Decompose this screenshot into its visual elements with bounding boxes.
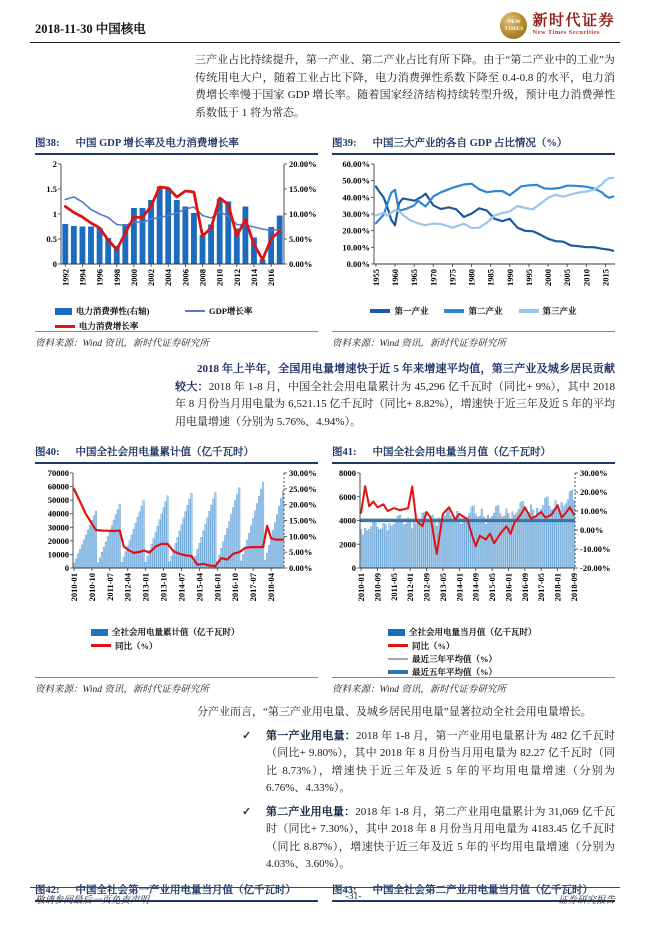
svg-text:25.00%: 25.00%	[289, 484, 317, 495]
figure-40-title: 图40: 中国全社会用电量累计值（亿千瓦时）	[35, 444, 318, 464]
svg-text:2016-01: 2016-01	[503, 573, 514, 602]
svg-text:2015: 2015	[600, 269, 611, 286]
svg-text:0: 0	[52, 259, 57, 269]
svg-text:1985: 1985	[485, 269, 496, 286]
legend-label: 全社会用电量当月值（亿千瓦时）	[409, 627, 537, 638]
svg-text:20.00%: 20.00%	[289, 500, 317, 511]
figure-39	[332, 135, 615, 349]
svg-text:30000: 30000	[47, 522, 69, 533]
check-icon: ✓	[242, 805, 252, 818]
figure-38-legend	[55, 306, 298, 331]
legend-label: 同比（%）	[115, 640, 158, 651]
svg-text:20.00%: 20.00%	[289, 159, 317, 169]
svg-text:2013-10: 2013-10	[158, 573, 169, 602]
svg-text:70000: 70000	[47, 468, 69, 479]
legend-label: 第一产业	[394, 306, 429, 316]
legend-swatch-icon	[55, 308, 72, 315]
svg-text:1: 1	[52, 209, 57, 219]
svg-text:10.00%: 10.00%	[289, 531, 317, 542]
figure-row-1	[30, 135, 620, 349]
figure-38-label: 图38:	[35, 138, 60, 149]
report-date-subject: 2018-11-30 中国核电	[35, 22, 146, 36]
figure-41-source: 资料来源：Wind 资讯，新时代证券研究所	[332, 677, 615, 695]
legend-item	[388, 654, 615, 664]
figure-42-title: 图42: 中国全社会第一产业用电量当月值（亿千瓦时）	[35, 882, 318, 902]
brand-badge-icon: NEW TIMES	[500, 12, 527, 39]
svg-text:20000: 20000	[47, 536, 69, 547]
svg-text:2013-05: 2013-05	[437, 573, 448, 602]
legend-swatch-icon	[444, 309, 464, 313]
legend-swatch-icon	[388, 658, 408, 660]
svg-text:50000: 50000	[47, 495, 69, 506]
svg-text:2008: 2008	[197, 269, 208, 286]
legend-item	[370, 306, 428, 316]
figure-41-legend	[332, 627, 615, 677]
svg-text:2014-09: 2014-09	[470, 573, 481, 602]
legend-item	[388, 667, 615, 677]
svg-text:2018-04: 2018-04	[266, 573, 277, 602]
bullet-primary-lead: 第一产业用电量：	[266, 729, 356, 742]
figure-41-title: 图41: 中国全社会用电量当月值（亿千瓦时）	[332, 444, 615, 464]
legend-item	[185, 306, 298, 316]
figure-40-label: 图40:	[35, 447, 60, 459]
svg-text:2016-09: 2016-09	[519, 573, 530, 602]
svg-text:0.5: 0.5	[46, 234, 57, 244]
svg-text:2018-09: 2018-09	[568, 573, 579, 602]
figure-39-label: 图39:	[332, 138, 357, 149]
svg-text:2000: 2000	[339, 539, 356, 550]
svg-text:2017-07: 2017-07	[248, 573, 259, 602]
legend-swatch-icon	[388, 644, 408, 648]
legend-swatch-icon	[91, 629, 108, 636]
svg-text:2010: 2010	[214, 269, 225, 286]
legend-item	[444, 306, 502, 316]
svg-text:30.00%: 30.00%	[580, 468, 608, 479]
svg-text:60000: 60000	[47, 481, 69, 492]
svg-text:2000: 2000	[543, 269, 554, 286]
legend-label: 第三产业	[542, 306, 577, 316]
svg-text:2000: 2000	[128, 269, 139, 286]
svg-text:4000: 4000	[339, 515, 356, 526]
report-page	[0, 12, 650, 930]
legend-item	[55, 306, 185, 316]
legend-label: 同比（%）	[412, 640, 455, 651]
figure-41	[332, 444, 615, 695]
svg-text:1965: 1965	[409, 269, 420, 286]
bullet-list	[242, 728, 615, 874]
legend-label: 电力消费弹性(右轴)	[75, 306, 150, 316]
bullet-primary-industry: ✓ 第一产业用电量：2018 年 1-8 月，第一产业用电量累计为 482 亿千瓦时（同比+ 9.80%），其中 2018 年 8 月份当月用电量为 82.27 亿千瓦时（同比 8.73%），增速快于近三年及近 5 年的平均用电量增速（分别为 6.76%、4.33%）。	[242, 729, 615, 795]
svg-text:30.00%: 30.00%	[289, 468, 317, 479]
svg-text:1996: 1996	[94, 269, 105, 286]
svg-text:2011-05: 2011-05	[388, 573, 399, 602]
svg-text:20.00%: 20.00%	[580, 487, 608, 498]
legend-label: 最近三年平均值（%）	[412, 653, 498, 664]
svg-text:10.00%: 10.00%	[289, 209, 317, 219]
svg-text:0.00%: 0.00%	[580, 525, 604, 536]
paragraph-by-industry: 分产业而言，“第三产业用电量、及城乡居民用电量”显著拉动全社会用电量增长。	[197, 706, 592, 719]
svg-text:2012-01: 2012-01	[405, 573, 416, 602]
svg-text:1955: 1955	[370, 269, 381, 286]
svg-text:40000: 40000	[47, 509, 69, 520]
svg-text:15.00%: 15.00%	[289, 184, 317, 194]
page-footer	[30, 884, 620, 906]
svg-text:2014-07: 2014-07	[176, 573, 187, 602]
svg-text:2013-01: 2013-01	[140, 573, 151, 602]
svg-text:1990: 1990	[504, 269, 515, 286]
svg-text:60.00%: 60.00%	[342, 159, 370, 169]
legend-label: 电力消费增长率	[78, 321, 139, 332]
svg-text:0.00%: 0.00%	[346, 259, 370, 269]
svg-text:2016-10: 2016-10	[230, 573, 241, 602]
svg-text:-20.00%: -20.00%	[580, 563, 611, 574]
figure-39-chart	[332, 159, 615, 304]
figure-39-source: 资料来源：Wind 资讯，新时代证券研究所	[332, 331, 615, 349]
svg-text:30.00%: 30.00%	[342, 209, 370, 219]
svg-text:2010: 2010	[581, 269, 592, 286]
brand-name	[532, 14, 615, 37]
legend-swatch-icon	[388, 629, 405, 636]
svg-text:2012-09: 2012-09	[421, 573, 432, 602]
svg-text:50.00%: 50.00%	[342, 175, 370, 186]
svg-text:2004: 2004	[163, 269, 174, 286]
svg-text:2006: 2006	[180, 269, 191, 286]
svg-text:2010-01: 2010-01	[68, 573, 79, 602]
legend-item	[55, 321, 185, 331]
figure-40-legend	[35, 627, 318, 650]
fig38-plot	[35, 159, 328, 299]
legend-item	[519, 306, 577, 316]
figure-41-chart	[332, 468, 615, 625]
figure-38-title: 图38: 中国 GDP 增长率及电力消费增长率	[35, 135, 318, 155]
figure-41-label: 图41:	[332, 447, 357, 459]
svg-text:2014-01: 2014-01	[454, 573, 465, 602]
legend-swatch-icon	[388, 670, 408, 674]
check-icon: ✓	[242, 729, 252, 742]
bullet-secondary-lead: 第二产业用电量：	[266, 805, 356, 818]
legend-swatch-icon	[55, 325, 75, 329]
svg-text:2010-09: 2010-09	[372, 573, 383, 602]
legend-item	[91, 641, 318, 651]
svg-text:1975: 1975	[447, 269, 458, 286]
svg-text:2010-10: 2010-10	[86, 573, 97, 602]
legend-label: 第二产业	[468, 306, 503, 316]
svg-text:2012: 2012	[231, 269, 242, 286]
legend-swatch-icon	[91, 644, 111, 648]
svg-text:1992: 1992	[60, 269, 71, 286]
svg-text:2016-01: 2016-01	[212, 573, 223, 602]
legend-item	[91, 627, 318, 637]
svg-text:5.00%: 5.00%	[289, 547, 313, 558]
figure-43-label: 图43:	[332, 884, 357, 896]
legend-label: 最近五年平均值（%）	[412, 666, 498, 677]
svg-text:2015-05: 2015-05	[487, 573, 498, 602]
figure-39-legend	[332, 306, 615, 316]
svg-text:20.00%: 20.00%	[342, 225, 370, 236]
bullet-secondary-industry: ✓ 第二产业用电量：2018 年 1-8 月，第二产业用电量累计为 31,069 亿千瓦时（同比+ 7.30%），其中 2018 年 8 月份当月用电量为 4183.45 亿千瓦时（同比 8.87%），增速快于近三年及近 5 年的平均用电量增速（分别为 4.03%、3.60%）。	[242, 805, 616, 871]
svg-text:10.00%: 10.00%	[342, 242, 370, 253]
brand-name-en: New Times Securities	[532, 28, 600, 36]
svg-text:15.00%: 15.00%	[289, 515, 317, 526]
svg-text:10000: 10000	[47, 549, 69, 560]
figure-43-title: 图43: 中国全社会第二产业用电量当月值（亿千瓦时）	[332, 882, 615, 902]
figure-38-source: 资料来源：Wind 资讯，新时代证券研究所	[35, 331, 318, 349]
svg-text:2015-04: 2015-04	[194, 573, 205, 602]
svg-text:2005: 2005	[562, 269, 573, 286]
svg-text:1970: 1970	[428, 269, 439, 286]
svg-text:0.00%: 0.00%	[289, 259, 313, 269]
svg-text:0.00%: 0.00%	[289, 563, 313, 574]
fig40-plot	[35, 468, 328, 620]
svg-text:1998: 1998	[111, 269, 122, 286]
svg-text:1994: 1994	[77, 269, 88, 286]
svg-text:2010-01: 2010-01	[356, 573, 367, 602]
svg-text:2012-04: 2012-04	[122, 573, 133, 602]
svg-text:0: 0	[351, 563, 356, 574]
footer-disclaimer: 敬请参阅最后一页免责声明	[35, 896, 150, 906]
svg-text:8000: 8000	[339, 468, 356, 479]
page-content	[0, 12, 650, 902]
brand-name-zh: 新时代证券	[532, 13, 615, 30]
legend-swatch-icon	[519, 309, 539, 313]
page-header	[30, 12, 620, 43]
legend-item	[388, 627, 615, 637]
svg-text:6000: 6000	[339, 492, 356, 503]
figure-42-label: 图42:	[35, 884, 60, 896]
svg-text:1995: 1995	[523, 269, 534, 286]
svg-text:40.00%: 40.00%	[342, 192, 370, 203]
legend-item	[388, 641, 615, 651]
svg-text:2018-01: 2018-01	[552, 573, 563, 602]
svg-text:2011-07: 2011-07	[104, 573, 115, 602]
svg-text:2002: 2002	[146, 269, 157, 286]
figure-40	[35, 444, 318, 695]
svg-text:10.00%: 10.00%	[580, 506, 608, 517]
figure-38-chart	[35, 159, 318, 304]
svg-text:2017-05: 2017-05	[536, 573, 547, 602]
svg-text:0: 0	[64, 563, 69, 574]
legend-swatch-icon	[370, 309, 390, 313]
figure-40-source: 资料来源：Wind 资讯，新时代证券研究所	[35, 677, 318, 695]
figure-39-title: 图39: 中国三大产业的各自 GDP 占比情况（%）	[332, 135, 615, 155]
legend-label: 全社会用电量累计值（亿千瓦时）	[112, 627, 240, 638]
page-number: -31-	[345, 892, 362, 902]
legend-label: GDP增长率	[208, 306, 253, 316]
figure-40-chart	[35, 468, 318, 625]
figure-row-2	[30, 444, 620, 695]
paragraph-2018-lead: 2018 年上半年，全国用电量增速快于近 5 年来增速平均值，第三产业及城乡居民贡献较大：	[175, 363, 615, 393]
svg-text:5.00%: 5.00%	[289, 234, 313, 244]
brand-logo	[500, 12, 615, 39]
footer-report-type: 证券研究报告	[557, 896, 615, 906]
svg-text:1.5: 1.5	[46, 184, 57, 194]
svg-text:2016: 2016	[266, 269, 277, 286]
fig41-plot	[332, 468, 625, 620]
svg-text:-10.00%: -10.00%	[580, 544, 611, 555]
svg-text:2014: 2014	[248, 269, 259, 286]
svg-text:2: 2	[52, 159, 57, 169]
legend-swatch-icon	[185, 310, 205, 312]
paragraph-2018-consumption: 2018 年上半年，全国用电量增速快于近 5 年来增速平均值，第三产业及城乡居民贡献较大：2018 年 1-8 月，中国全社会用电量累计为 45,296 亿千瓦时（同比+ 9%），其中 2018 年 8 月份当月用电量为 6,521.15 亿千瓦时（同比+ 8.82%），增速快于近三年及近 5 年的平均用电量增速（分别为 5.76%、4.94%）。	[175, 363, 616, 428]
paragraph-elasticity: 三产业占比持续提升，第一产业、第二产业占比有所下降。由于“第二产业中的工业”为传统用电大户，随着工业占比下降，电力消费弹性系数下降至 0.4-0.8 的水平，电力消费增长率慢于国家 GDP 增长率。随着国家经济结构持续转型升级，预计电力消费弹性系数低于 1 将为常态。	[195, 54, 615, 119]
svg-text:1960: 1960	[390, 269, 401, 286]
svg-text:1980: 1980	[466, 269, 477, 286]
fig39-plot	[332, 159, 625, 299]
figure-38	[35, 135, 318, 349]
